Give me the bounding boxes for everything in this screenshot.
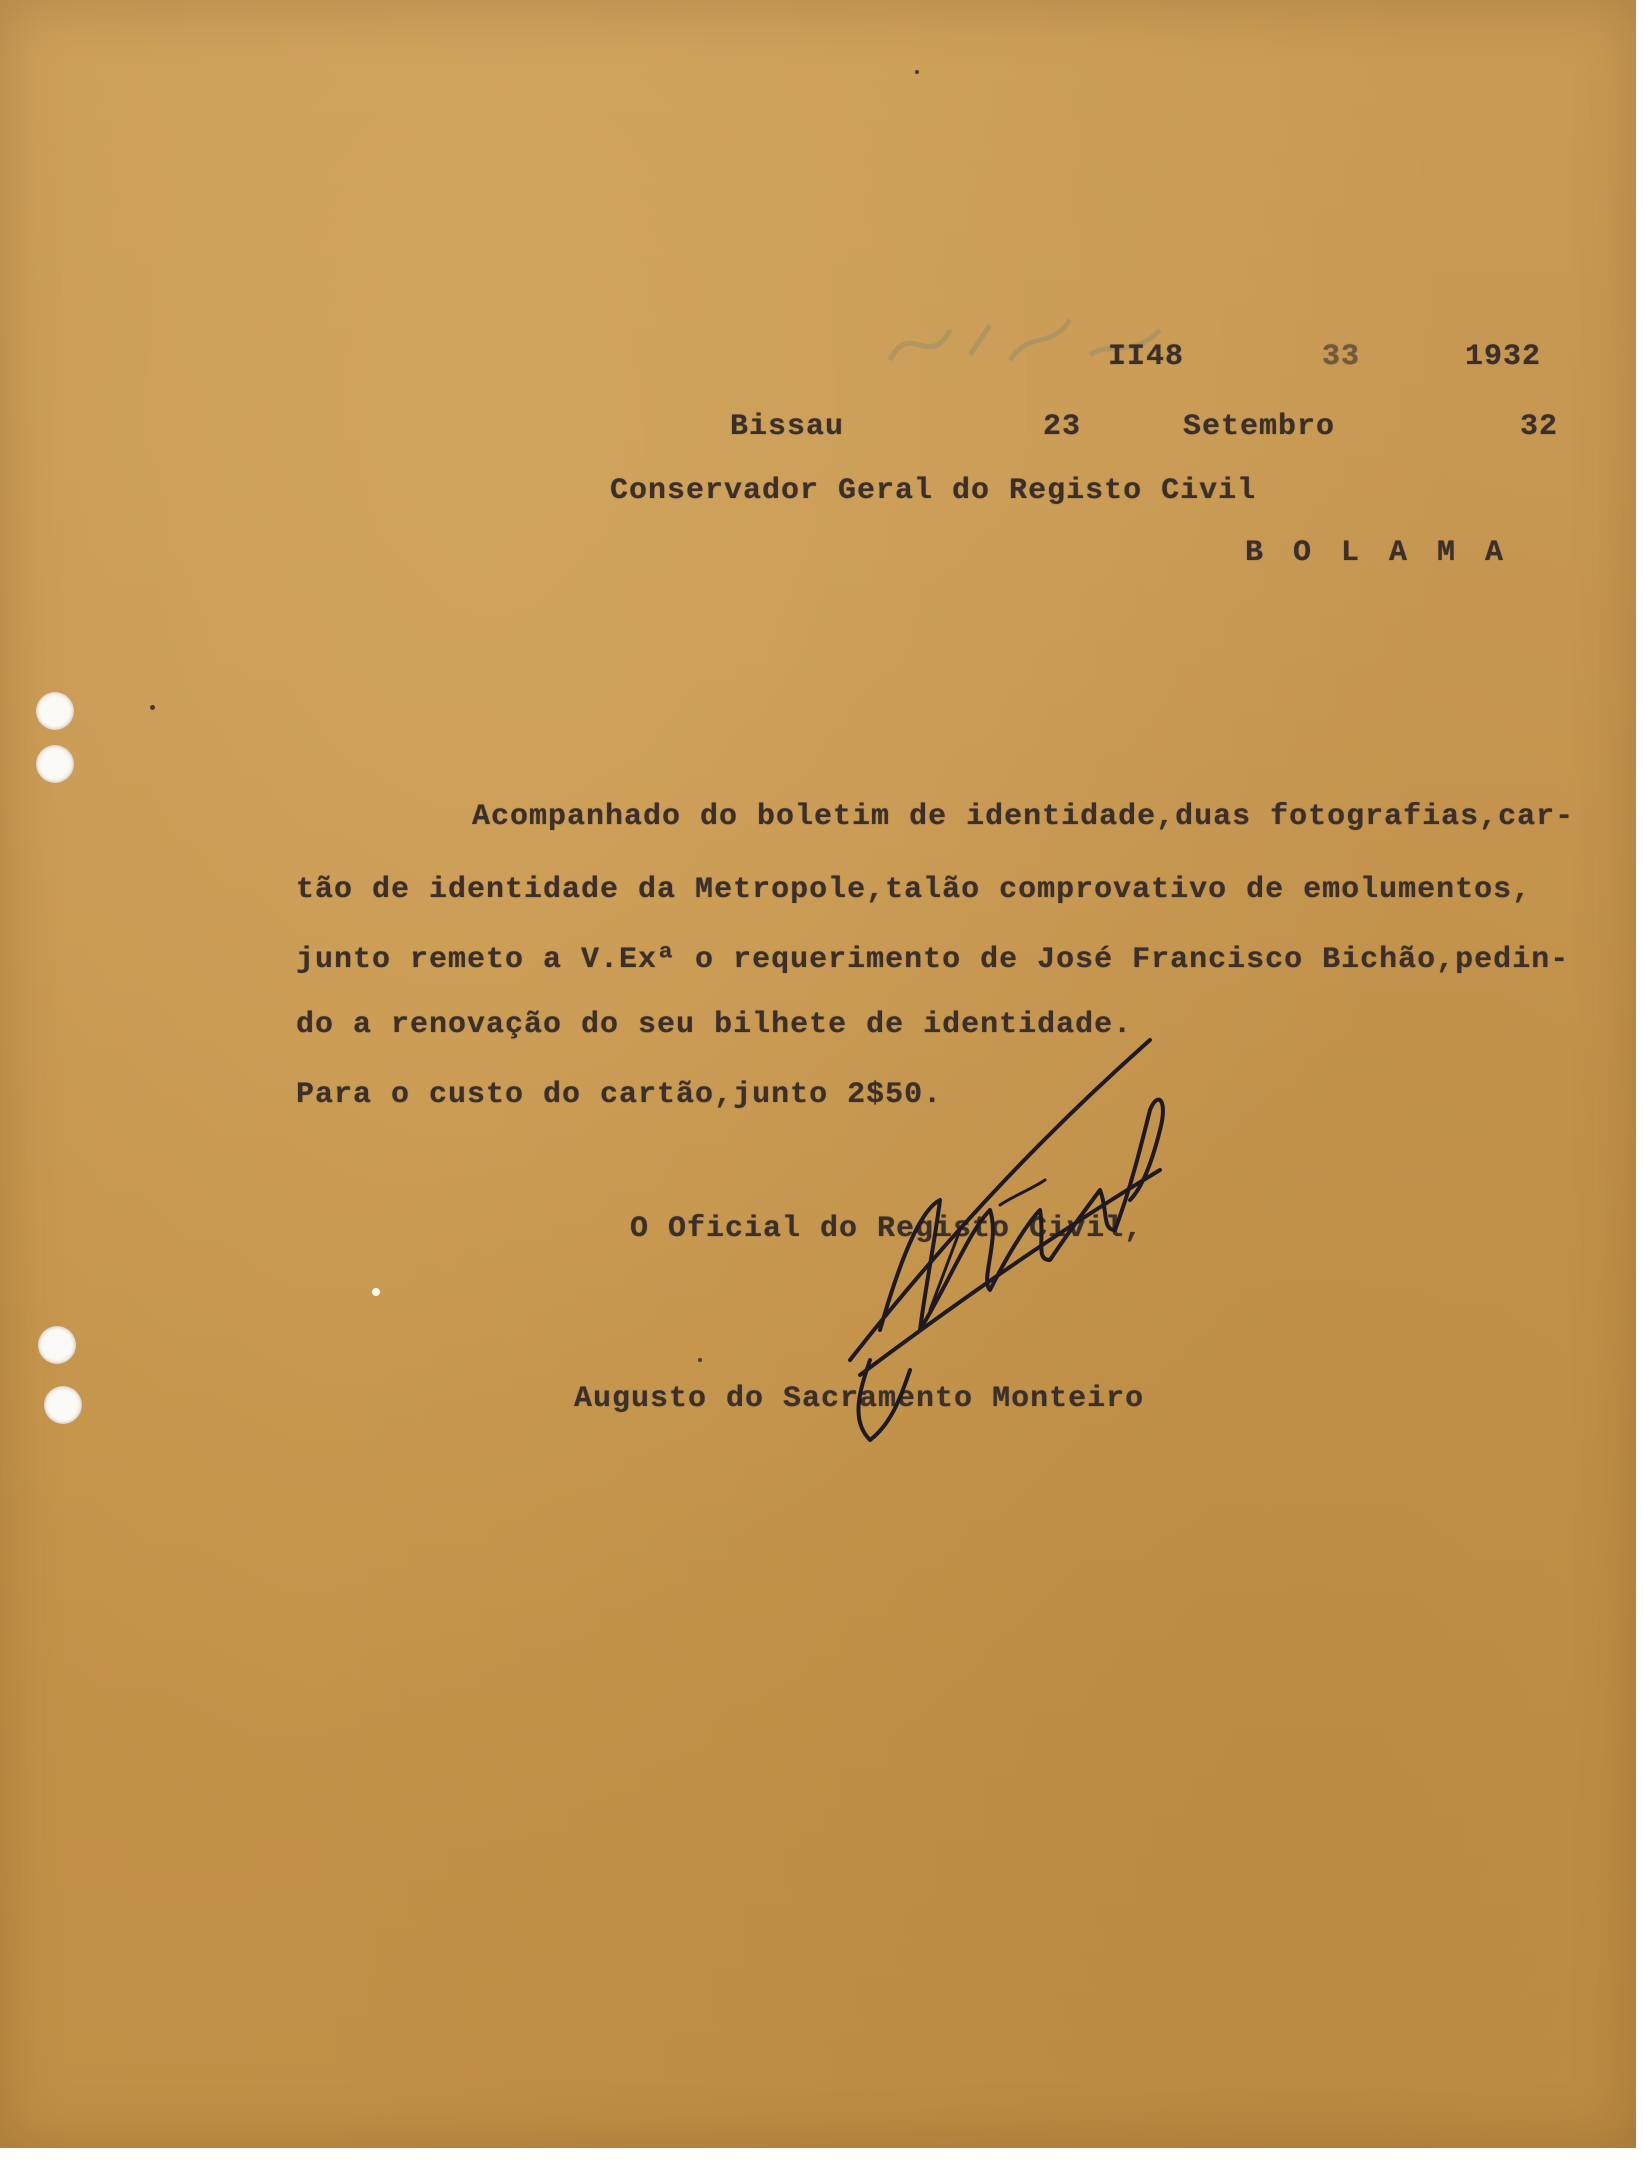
reference-series: 33 bbox=[1322, 340, 1361, 374]
body-line-2: tão de identidade da Metropole,talão comprovativo de emolumentos, bbox=[296, 873, 1532, 907]
paper-speck bbox=[698, 1358, 702, 1362]
recipient-title: Conservador Geral do Registo Civil bbox=[610, 474, 1257, 508]
date-day: 23 bbox=[1043, 410, 1082, 444]
body-line-3: junto remeto a V.Exª o requerimento de José Francisco Bichão,pedin- bbox=[296, 943, 1570, 977]
punch-hole bbox=[36, 745, 74, 783]
recipient-city: B O L A M A bbox=[1245, 536, 1510, 570]
place-name: Bissau bbox=[730, 410, 845, 444]
body-line-4: do a renovação do seu bilhete de identidade. bbox=[296, 1008, 1133, 1042]
paper-speck bbox=[915, 70, 919, 74]
official-role: O Oficial do Registo Civil, bbox=[630, 1212, 1144, 1246]
handwritten-signature bbox=[840, 1030, 1180, 1450]
paper-speck bbox=[372, 1288, 380, 1296]
reference-number: II48 bbox=[1108, 340, 1185, 374]
body-line-1: Acompanhado do boletim de identidade,duas fotografias,car- bbox=[472, 800, 1575, 834]
date-year: 32 bbox=[1520, 410, 1559, 444]
paper-speck bbox=[150, 705, 155, 710]
reference-year: 1932 bbox=[1465, 340, 1542, 374]
punch-hole bbox=[38, 1326, 76, 1364]
date-month: Setembro bbox=[1183, 410, 1336, 444]
body-line-5: Para o custo do cartão,junto 2$50. bbox=[296, 1078, 943, 1112]
official-name: Augusto do Sacramento Monteiro bbox=[574, 1382, 1145, 1416]
punch-hole bbox=[36, 692, 74, 730]
punch-hole bbox=[44, 1386, 82, 1424]
